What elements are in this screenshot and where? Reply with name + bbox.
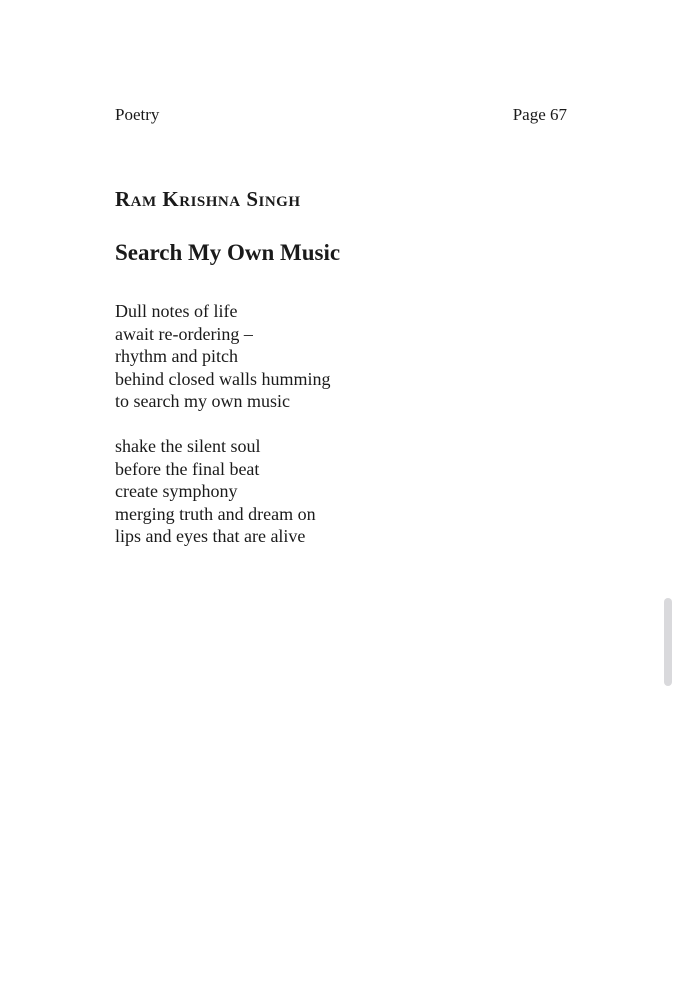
poem-line: lips and eyes that are alive bbox=[115, 526, 306, 546]
poem-line: Dull notes of life bbox=[115, 301, 238, 321]
poem-line: shake the silent soul bbox=[115, 436, 261, 456]
poem-author: Ram Krishna Singh bbox=[115, 187, 301, 211]
scrollbar-thumb[interactable] bbox=[664, 598, 672, 686]
poem-line: behind closed walls humming bbox=[115, 368, 331, 389]
poem-body bbox=[115, 300, 330, 548]
running-header bbox=[115, 105, 567, 125]
poem-line: rhythm and pitch bbox=[115, 346, 238, 366]
poem-line: await re-ordering – bbox=[115, 323, 253, 344]
poem-line: create symphony bbox=[115, 481, 238, 501]
scrollbar-track[interactable] bbox=[660, 0, 676, 1000]
poem-stanza-1 bbox=[115, 300, 330, 413]
poem-line: to search my own music bbox=[115, 391, 290, 411]
poem-stanza-2 bbox=[115, 435, 330, 548]
header-page-number: Page 67 bbox=[512, 105, 567, 124]
poem-line: before the final beat bbox=[115, 458, 260, 479]
poem-title: Search My Own Music bbox=[115, 240, 341, 265]
header-section-label: Poetry bbox=[115, 105, 160, 124]
poem-line: merging truth and dream on bbox=[115, 503, 316, 524]
